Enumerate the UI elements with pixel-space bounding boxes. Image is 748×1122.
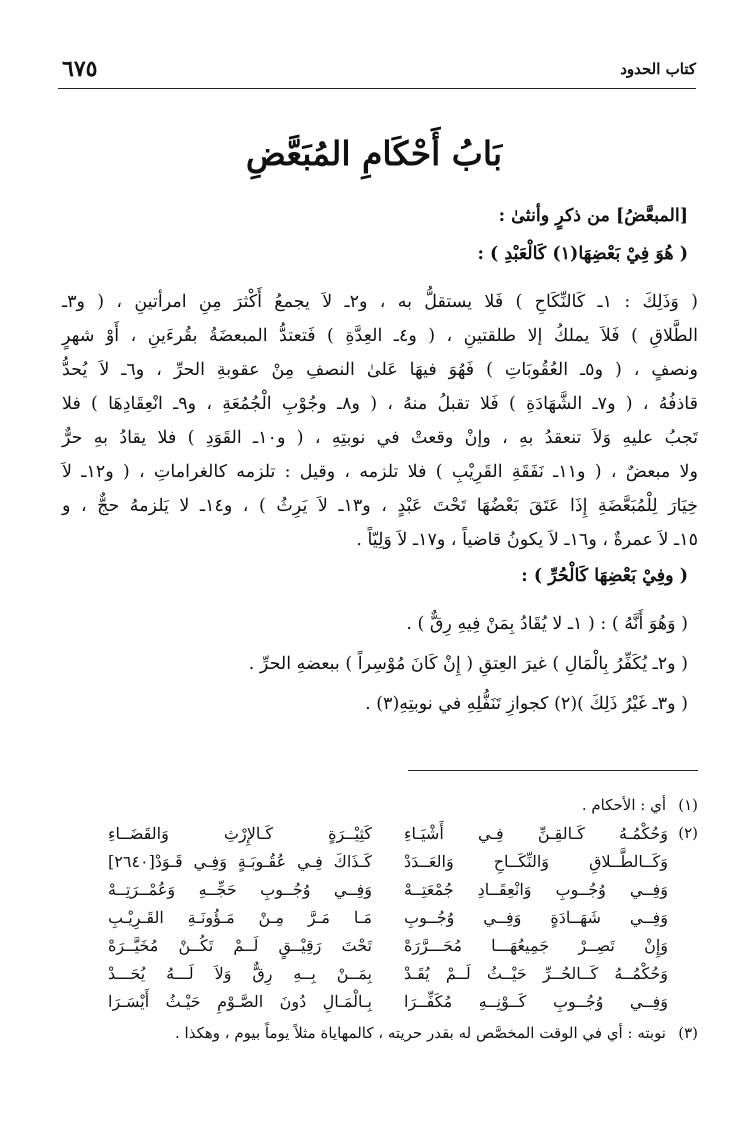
footnote-number: (٢) <box>678 824 698 842</box>
footnote-1 <box>62 796 698 820</box>
poem-verse <box>108 908 668 936</box>
verse-first-hemistich: وَفِــي وُجُــوبِ وَانْعِقَــادِ جُمْعَتِــهْ <box>404 880 668 899</box>
text-line: ( وفِيْ بَعْضِهَا كَالْحُرِّ ) : <box>521 566 688 586</box>
poem-verse <box>108 824 668 852</box>
text-line: ١٥ـ لاَ عمرةٌ ، و١٦ـ لاَ يكونُ قاضياً ، و١٧ـ لاَ وَلِيّاً . <box>356 530 698 550</box>
poem-verse <box>108 880 668 908</box>
footnote-divider <box>408 770 698 771</box>
footnote-poem <box>108 824 668 1020</box>
text-line: قاذفُهُ ، ( و٧ـ الشَّهَادَةِ ) فَلا تقبلُ منهُ ، ( و٨ـ وجُوْبِ الْجُمُعَةِ ، و٩ـ انْعِقَادِهَا ) فلا <box>62 394 698 414</box>
text-line: خِيَارَ لِلْمُبَعَّضَةِ إِذَا عَتَقَ بَعْضُهَا تَحْتَ عَبْدٍ ، و١٣ـ لاَ يَرِثُ ) ، و١٤ـ لا يَلزمهُ حجٌّ ، و <box>62 496 698 516</box>
footnote-text: أي : الأحكام . <box>581 796 666 814</box>
poem-verse <box>108 992 668 1020</box>
footnote-number: (١) <box>678 796 698 814</box>
verse-first-hemistich: وَحُكْمُــهُ كَــالحُــرِّ حَيْــثُ لَــمْ يُقَـدْ <box>404 964 668 983</box>
text-line: ( و٢ـ يُكَفِّرُ بِالْمَالِ ) غيرَ العِتقِ ( إِنْ كَانَ مُوْسِراً ) ببعضهِ الحرِّ . <box>248 654 688 674</box>
text-line: ( وَذَلِكَ : ١ـ كَالنِّكَاحِ ) فَلا يستقلُّ به ، و٢ـ لاَ يجمعُ أَكْثرَ مِنِ امرأتينِ ، ( و٣ـ <box>62 292 698 312</box>
text-line: ونصفٍ ، ( و٥ـ العُقُوبَاتِ ) فَهُوَ فيهَا عَلىٰ النصفِ مِنْ عقوبةِ الحرِّ ، و٦ـ لاَ يُحدُّ <box>62 360 699 380</box>
poem-verse <box>108 936 668 964</box>
verse-second-hemistich: تَحْتَ رَقِيْــقٍ لَــمْ تَكُــنْ مُخَيَّــرَهْ <box>108 936 372 955</box>
verse-first-hemistich: وَفِــي شَهَــادَةٍ وَفِــي وُجُــوبِ <box>404 908 668 927</box>
book-section-title: كتاب الحدود <box>620 60 696 78</box>
poem-verse <box>108 964 668 992</box>
text-line: ( و٣ـ غَيْرُ ذَلِكَ )(٢) كجوازِ تَنَفُّلِهِ في نوبتِهِ(٣) . <box>365 694 688 714</box>
chapter-title: بَابُ أَحْكَامِ المُبَعَّضِ <box>245 134 503 173</box>
text-line: [المبعَّضُ] من ذكرٍ وأنثىٰ : <box>498 206 688 226</box>
running-header <box>60 56 696 86</box>
verse-first-hemistich: وَحُكْمُـهُ كَـالقِـنِّ فِـي أَشْيَـاءِ <box>404 824 668 843</box>
verse-second-hemistich: بِمَــنْ بِــهِ رِقٌّ وَلاَ لَـــهُ يُحَـــدْ <box>108 964 372 983</box>
verse-second-hemistich: بِـالْمَـالِ دُونَ الصَّـوْمِ حَيْـثُ أَيْسَـرَا <box>108 992 372 1011</box>
text-line: ( هُوَ فِيْ بَعْضِهَا(١) كَالْعَبْدِ ) : <box>477 244 688 264</box>
page-number: ٦٧٥ <box>62 56 98 82</box>
text-line: الطَّلاقِ ) فَلاَ يملكُ إلا طلقتينِ ، ( و٤ـ العِدَّةِ ) فَتعتدُّ المبعضَةُ بقُرءَينِ ، أَوْ شهرٍ <box>62 326 698 346</box>
verse-first-hemistich: وَكَــالطَّــلاقِ وَالنِّكَــاحِ وَالعَــدَدْ <box>404 852 668 871</box>
verse-second-hemistich: وَفِــي وُجُــوبِ حَجِّــهِ وَعُمْــرَتِــهْ <box>108 880 372 899</box>
footnote-text: نوبته : أي في الوقت المخصَّص له بقدر حريته ، كالمهاياة مثلاً يوماً بيوم ، وهكذا . <box>175 1024 666 1042</box>
text-line: تَجبُ عليهِ وَلاَ تنعقدُ بهِ ، وإنْ وقعتْ في نوبتِهِ ، ( و١٠ـ القَوَدِ ) فلا يقادُ بهِ حرٌّ <box>62 428 698 448</box>
footnote-number: (٣) <box>678 1024 698 1042</box>
footnote-3 <box>62 1024 698 1048</box>
verse-second-hemistich: كَثِيْــرَةٍ كَـالإِرْثِ وَالقَضَــاءِ <box>108 824 372 843</box>
text-line: ( وَهُوَ أَنَّهُ ) : ( ١ـ لا يُقَادُ بِمَنْ فِيهِ رِقٌّ ) . <box>406 614 688 634</box>
verse-first-hemistich: وَإِنْ تَصِــرْ جَمِيعُهَـــا مُحَـــرَّرَهْ <box>404 936 668 955</box>
text-line: ولا مبعضٌ ، ( و١١ـ نَفَقَةِ القَرِيْبِ ) فلا تلزمه ، وقيل : تلزمه كالغراماتِ ، ( و١٢ـ لاَ <box>62 462 698 482</box>
header-divider <box>58 88 696 89</box>
verse-second-hemistich: مَـا مَـرَّ مِـنْ مَـؤُونَـةِ القَـرِيْـبِ <box>108 908 372 927</box>
verse-first-hemistich: وَفِــي وُجُــوبِ كَــوْنِــهِ مُكَفِّــرَا <box>404 992 668 1011</box>
poem-verse <box>108 852 668 880</box>
verse-second-hemistich: كَـذَاكَ فِـي عُقُـوبَـةٍ وَفِـي قَـوَدْ[٢٦٤٠] <box>108 852 372 871</box>
